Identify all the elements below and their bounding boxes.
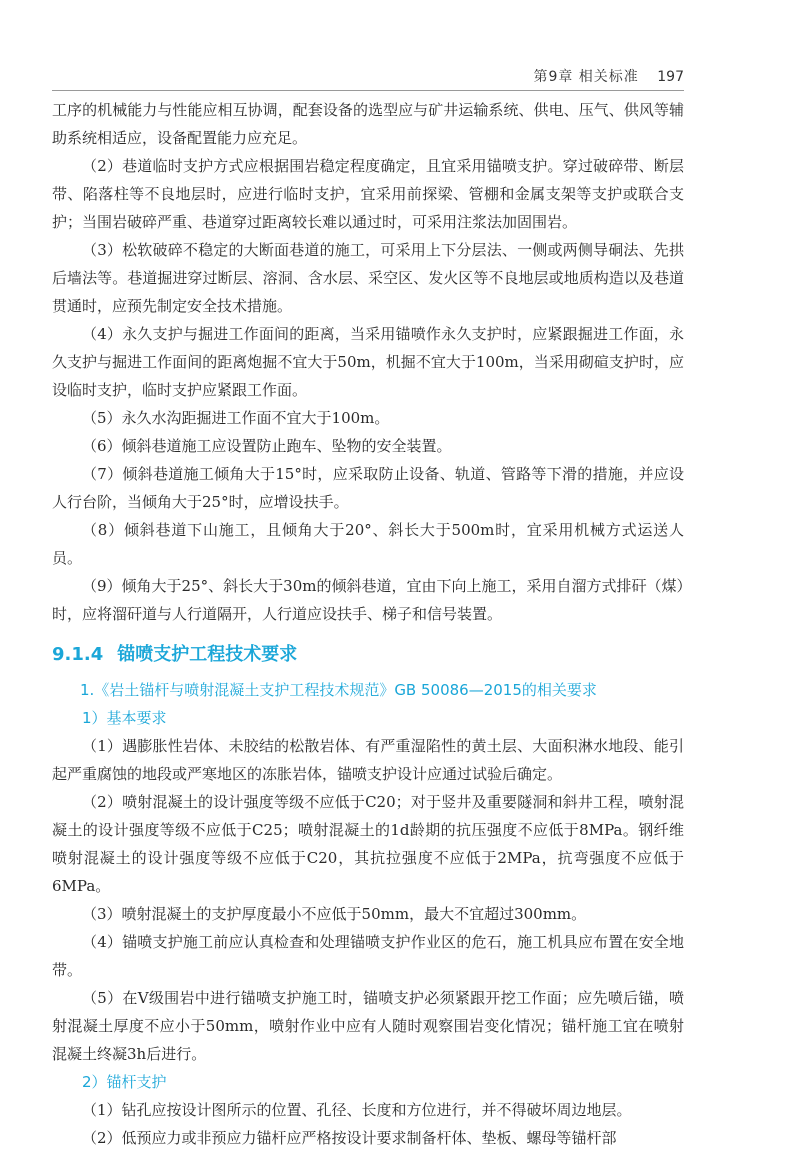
list-item: （5）永久水沟距掘进工作面不宜大于100m。	[82, 409, 390, 427]
page-header	[52, 62, 684, 91]
list-item: （2）巷道临时支护方式应根据围岩稳定程度确定，且宜采用锚喷支护。穿过破碎带、断层带、陷落柱等不良地层时，应进行临时支护，宜采用前探梁、管棚和金属支架等支护或联合支护；当围岩破碎严重、巷道穿过距离较长难以通过时，可采用注浆法加固围岩。	[52, 157, 684, 231]
section-title	[52, 640, 684, 670]
list-item: （5）在Ⅴ级围岩中进行锚喷支护施工时，锚喷支护必须紧跟开挖工作面；应先喷后锚，喷射混凝土厚度不应小于50mm，喷射作业中应有人随时观察围岩变化情况；锚杆施工宜在喷射混凝土终凝3h后进行。	[52, 989, 684, 1063]
list-item: （1）遇膨胀性岩体、未胶结的松散岩体、有严重湿陷性的黄土层、大面积淋水地段、能引起严重腐蚀的地段或严寒地区的冻胀岩体，锚喷支护设计应通过试验后确定。	[52, 737, 684, 783]
basic-heading: 1）基本要求	[82, 709, 167, 727]
list-item: （8）倾斜巷道下山施工，且倾角大于20°、斜长大于500m时，宜采用机械方式运送人员。	[52, 521, 684, 567]
subsection-title: 1.《岩土锚杆与喷射混凝土支护工程技术规范》GB 50086—2015的相关要求	[80, 681, 597, 699]
list-item: （4）永久支护与掘进工作面间的距离，当采用锚喷作永久支护时，应紧跟掘进工作面，永久支护与掘进工作面间的距离炮掘不宜大于50m，机掘不宜大于100m，当采用砌碹支护时，应设临时支护，临时支护应紧跟工作面。	[52, 325, 684, 399]
anchor-heading: 2）锚杆支护	[82, 1073, 167, 1091]
chapter-label: 第9章 相关标准	[533, 69, 639, 85]
list-item: （9）倾角大于25°、斜长大于30m的倾斜巷道，宜由下向上施工，采用自溜方式排矸（煤）时，应将溜矸道与人行道隔开，人行道应设扶手、梯子和信号装置。	[52, 577, 684, 623]
list-item: （4）锚喷支护施工前应认真检查和处理锚喷支护作业区的危石，施工机具应布置在安全地带。	[52, 933, 684, 979]
list-item: （2）喷射混凝土的设计强度等级不应低于C20；对于竖井及重要隧洞和斜井工程，喷射混凝土的设计强度等级不应低于C25；喷射混凝土的1d龄期的抗压强度不应低于8MPa。钢纤维喷射混凝土的设计强度等级不应低于C20，其抗拉强度不应低于2MPa，抗弯强度不应低于6MPa。	[52, 793, 684, 895]
section-number: 9.1.4	[52, 644, 104, 665]
continuation-paragraph: 工序的机械能力与性能应相互协调，配套设备的选型应与矿井运输系统、供电、压气、供风等辅助系统相适应，设备配置能力应充足。	[52, 101, 684, 147]
page-number: 197	[657, 69, 684, 85]
page-body	[52, 96, 684, 1152]
header-text	[533, 66, 684, 86]
list-item: （6）倾斜巷道施工应设置防止跑车、坠物的安全装置。	[82, 437, 452, 455]
section-title-text: 锚喷支护工程技术要求	[117, 644, 298, 665]
list-item: （1）钻孔应按设计图所示的位置、孔径、长度和方位进行，并不得破坏周边地层。	[82, 1101, 632, 1119]
list-item: （2）低预应力或非预应力锚杆应严格按设计要求制备杆体、垫板、螺母等锚杆部	[82, 1129, 617, 1147]
list-item: （3）松软破碎不稳定的大断面巷道的施工，可采用上下分层法、一侧或两侧导硐法、先拱后墙法等。巷道掘进穿过断层、溶洞、含水层、采空区、发火区等不良地层或地质构造以及巷道贯通时，应预先制定安全技术措施。	[52, 241, 684, 315]
list-item: （3）喷射混凝土的支护厚度最小不应低于50mm，最大不宜超过300mm。	[82, 905, 587, 923]
list-item: （7）倾斜巷道施工倾角大于15°时，应采取防止设备、轨道、管路等下滑的措施，并应设人行台阶，当倾角大于25°时，应增设扶手。	[52, 465, 684, 511]
